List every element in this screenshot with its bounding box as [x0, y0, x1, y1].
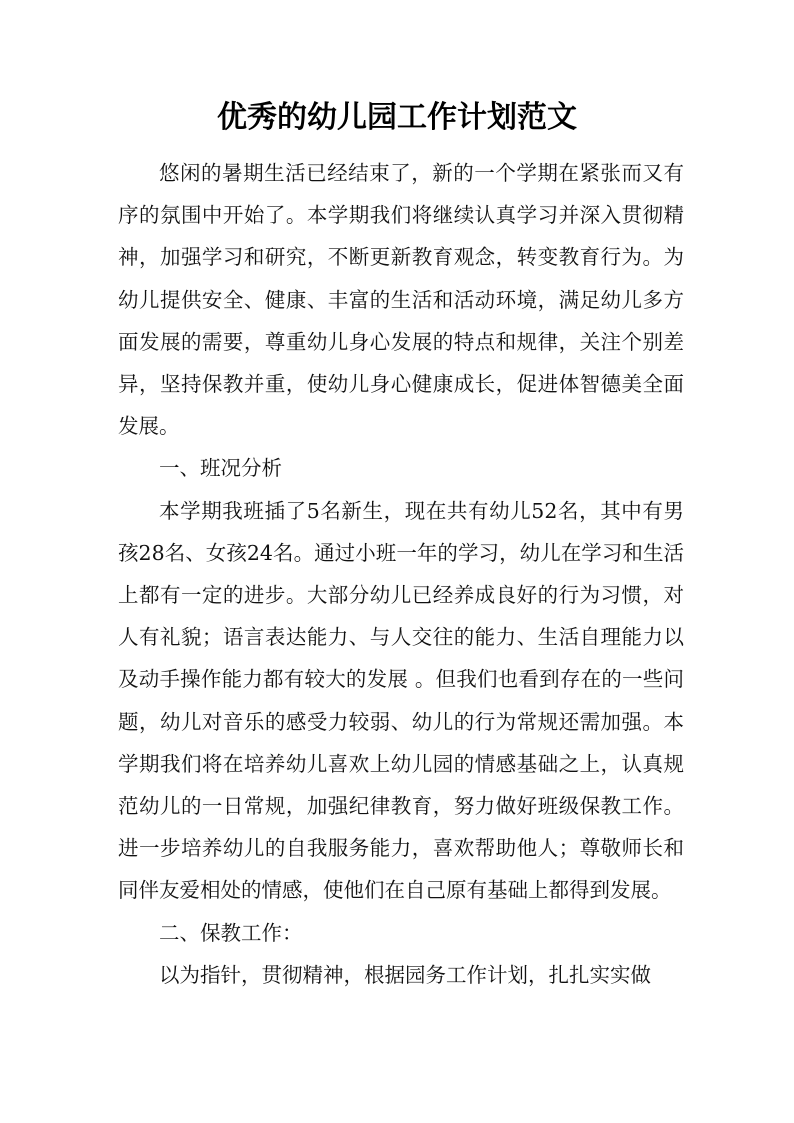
section-heading-class-analysis: 一、班况分析	[159, 456, 282, 481]
section-heading-care-education: 二、保教工作：	[159, 920, 303, 945]
document-title: 优秀的幼儿园工作计划范文	[217, 100, 577, 135]
class-analysis-paragraph: 本学期我班插了5名新生，现在共有幼儿52名，其中有男孩28名、女孩24名。通过小班一年的学习，幼儿在学习和生活上都有一定的进步。大部分幼儿已经养成良好的行为习惯，对人有礼貌；语言表达能力、与人交往的能力、生活自理能力以及动手操作能力都有较大的发展 。但我们也看到存在的一些问题，幼儿对音乐的感受力较弱、幼儿的行为常规还需加强。本学期我们将在培养幼儿喜欢上幼儿园的情感基础之上，认真规范幼儿的一日常规，加强纪律教育，努力做好班级保教工作。进一步培养幼儿的自我服务能力，喜欢帮助他人；尊敬师长和同伴友爱相处的情感，使他们在自己原有基础上都得到发展。	[118, 498, 684, 903]
document-body	[118, 152, 684, 996]
care-education-paragraph: 以为指针，贯彻精神，根据园务工作计划，扎扎实实做	[159, 962, 651, 987]
intro-paragraph: 悠闲的暑期生活已经结束了，新的一个学期在紧张而又有序的氛围中开始了。本学期我们将继续认真学习并深入贯彻精神，加强学习和研究，不断更新教育观念，转变教育行为。为幼儿提供安全、健康、丰富的生活和活动环境，满足幼儿多方面发展的需要，尊重幼儿身心发展的特点和规律，关注个别差异，坚持保教并重，使幼儿身心健康成长，促进体智德美全面发展。	[118, 161, 684, 439]
